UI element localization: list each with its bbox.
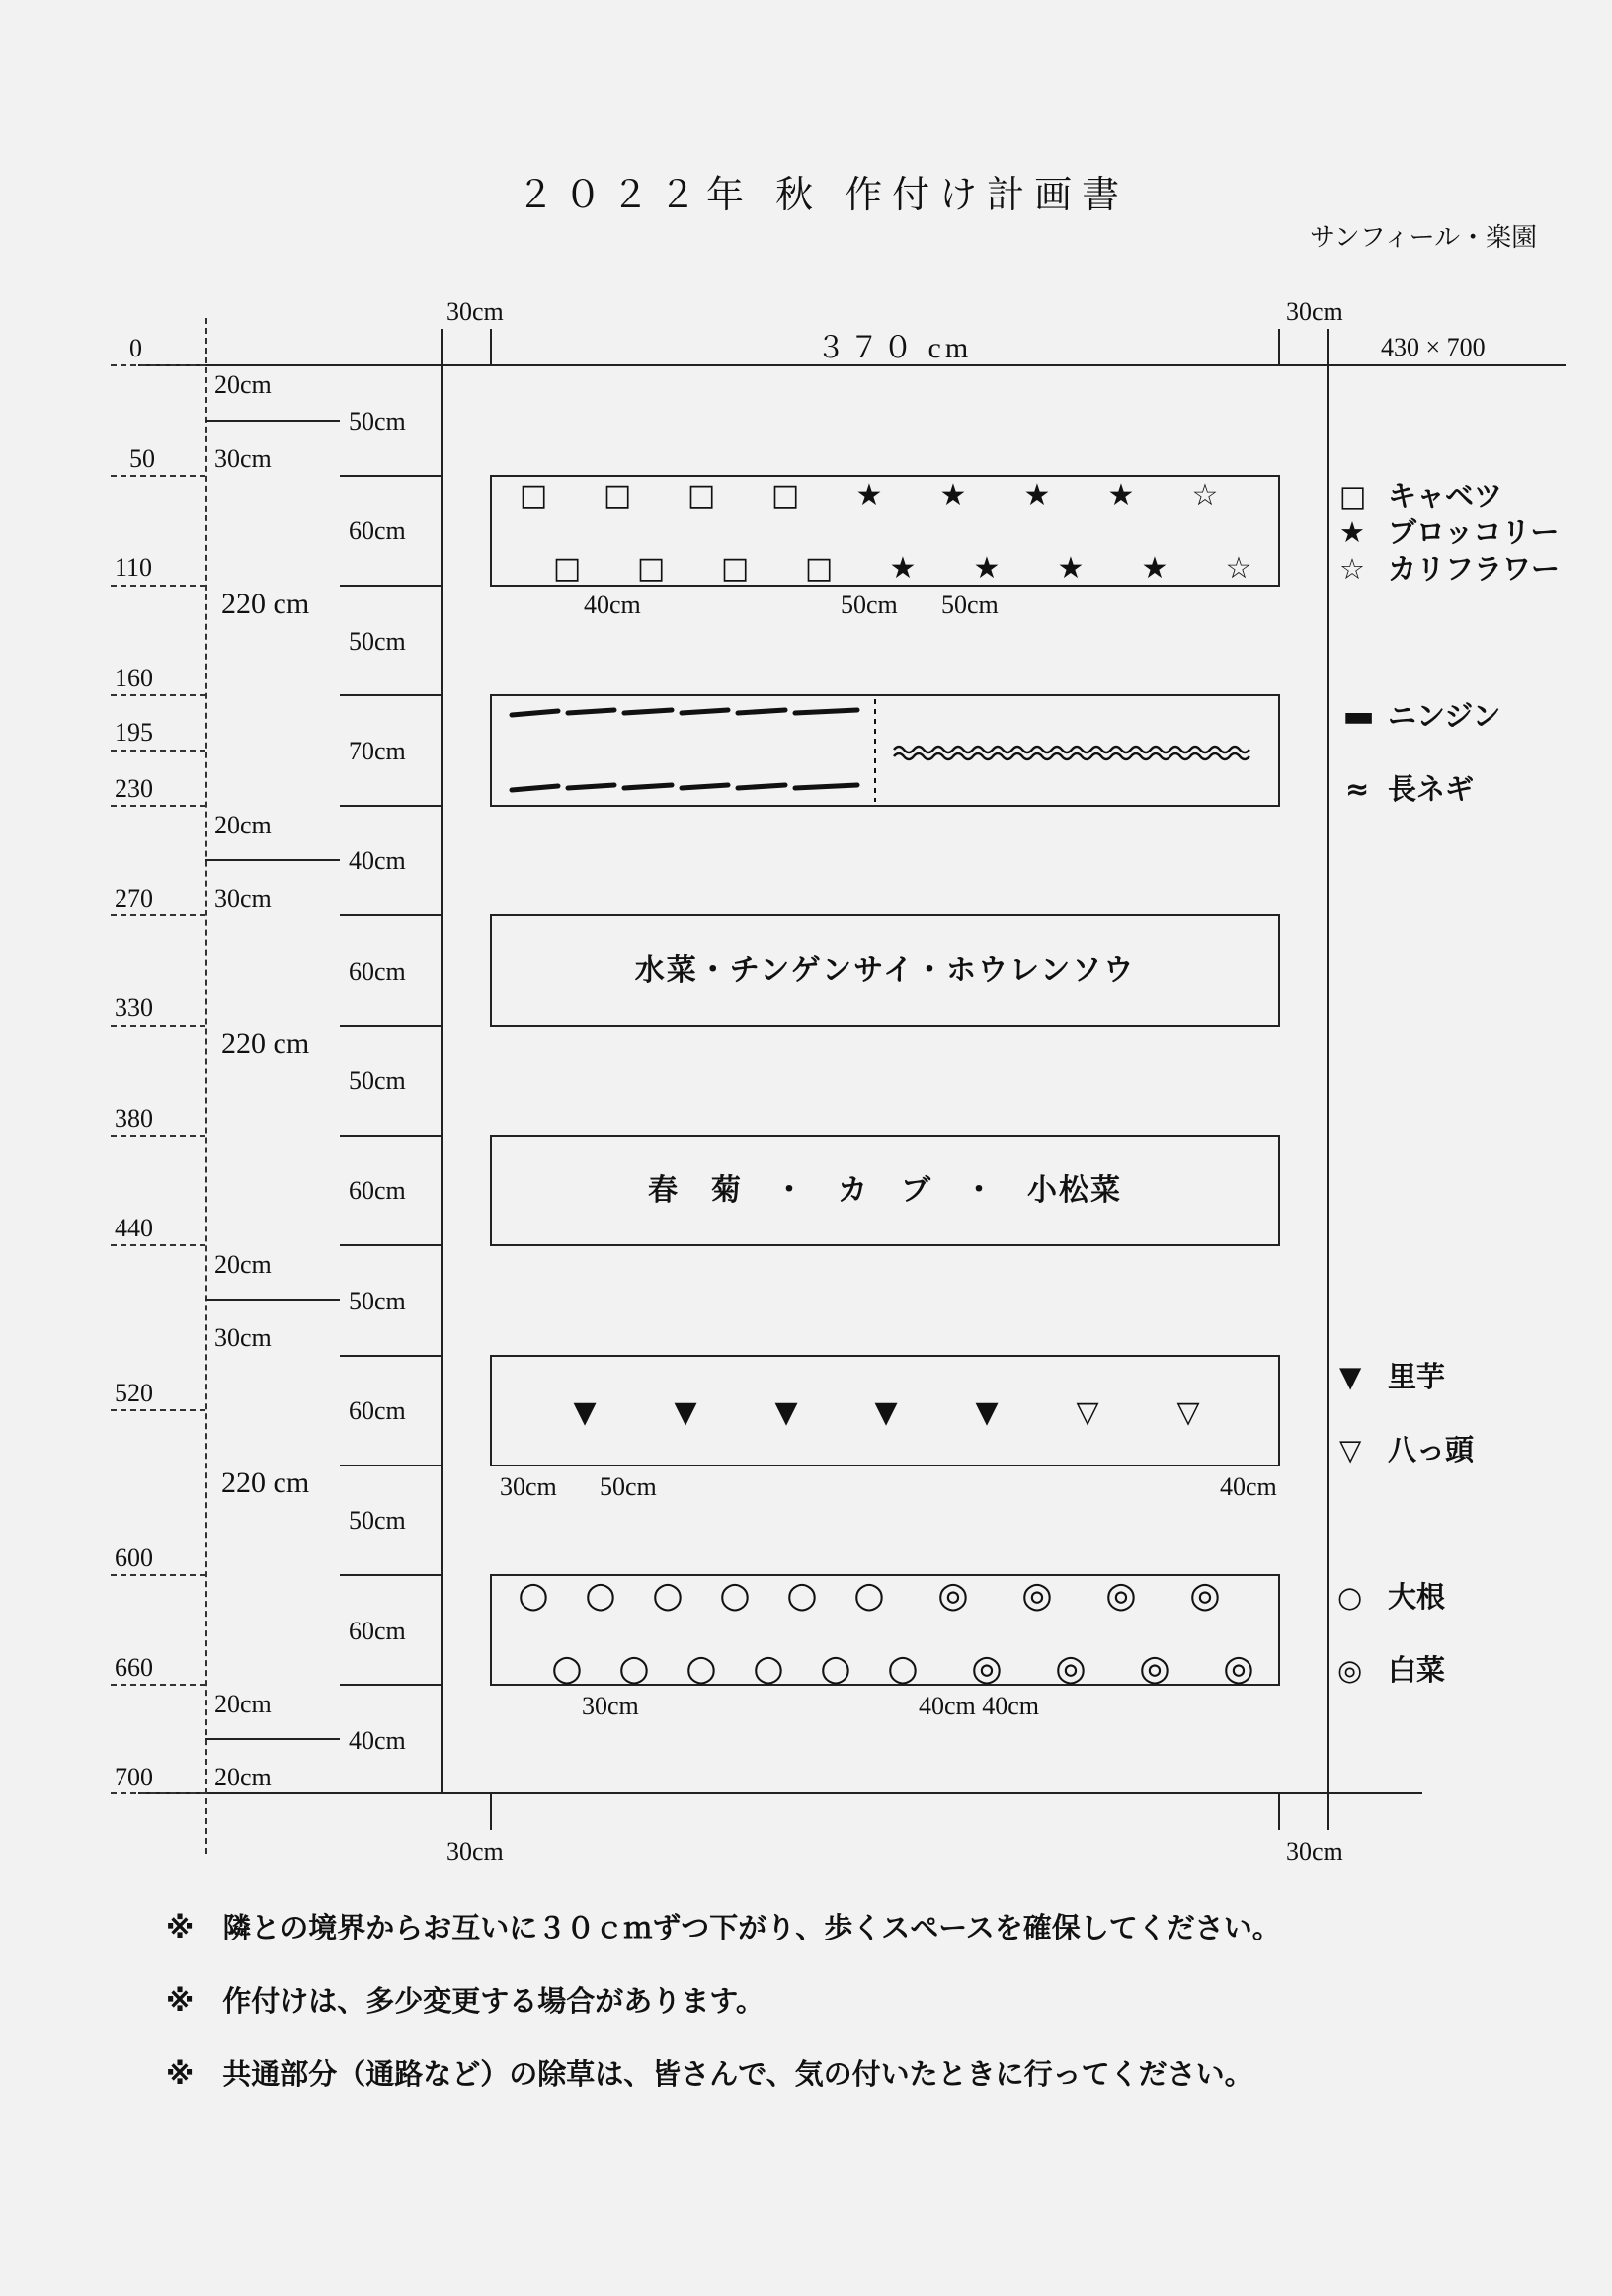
broccoli-marker: ★ <box>1057 551 1085 586</box>
ruler-mark: 270 <box>115 884 153 912</box>
cabbage-marker: □ <box>636 551 666 586</box>
organization-name: サンフィール・楽園 <box>1310 223 1538 253</box>
bed-5-spacing: 40cm <box>1220 1472 1277 1501</box>
gap-label: 30cm <box>214 444 272 473</box>
radish-marker: ○ <box>551 1648 583 1689</box>
taro-marker: ▼ <box>774 1395 798 1430</box>
plot-width-label: ３７０ cm <box>816 332 973 364</box>
legend-carrot: ニンジン <box>1388 699 1501 733</box>
gap-label: 60cm <box>349 1617 406 1645</box>
ruler-mark: 440 <box>115 1214 153 1242</box>
gap-label: 50cm <box>349 1067 406 1095</box>
radish-marker: ○ <box>652 1575 684 1616</box>
plot-size-label: 430 × 700 <box>1381 333 1486 361</box>
gap-label: 20cm <box>214 1690 272 1718</box>
gap-label: 20cm <box>214 1250 272 1279</box>
footnote: ※ 作付けは、多少変更する場合があります。 <box>166 1984 765 2018</box>
legend-radish: 大根 <box>1388 1580 1446 1614</box>
cabbage-marker: □ <box>770 478 800 513</box>
napa-cabbage-marker: ◎ <box>1223 1648 1254 1689</box>
gap-label: 70cm <box>349 737 406 765</box>
margin-top-right: 30cm <box>1286 297 1343 326</box>
yatsugashira-marker: ▽ <box>1176 1395 1200 1430</box>
cabbage-marker: □ <box>519 478 548 513</box>
radish-marker: ○ <box>585 1575 616 1616</box>
napa-cabbage-marker: ◎ <box>1055 1648 1087 1689</box>
ruler-mark: 600 <box>115 1544 153 1572</box>
section-depth-label: 220 cm <box>221 588 310 620</box>
radish-marker: ○ <box>820 1648 851 1689</box>
margin-bottom-left: 30cm <box>446 1837 504 1865</box>
bed-6-spacing: 30cm <box>582 1692 639 1720</box>
legend-symbol: ▽ <box>1339 1433 1362 1466</box>
ruler-mark: 700 <box>115 1763 153 1791</box>
bed-4-label: 春 菊 ・ カ ブ ・ 小松菜 <box>648 1173 1122 1208</box>
ruler-mark: 195 <box>115 718 153 747</box>
cabbage-marker: □ <box>720 551 750 586</box>
yatsugashira-marker: ▽ <box>1076 1395 1099 1430</box>
napa-cabbage-marker: ◎ <box>1105 1575 1137 1616</box>
radish-marker: ○ <box>753 1648 784 1689</box>
ruler-mark: 230 <box>115 774 153 803</box>
radish-marker: ○ <box>719 1575 751 1616</box>
margin-bottom-right: 30cm <box>1286 1837 1343 1865</box>
carrot-row <box>512 710 857 790</box>
legend-symbol: ≈ <box>1345 772 1370 806</box>
radish-marker: ○ <box>685 1648 717 1689</box>
gap-label: 20cm <box>214 370 272 399</box>
cabbage-marker: □ <box>686 478 716 513</box>
taro-marker: ▼ <box>975 1395 999 1430</box>
page-title: ２０２２年 秋 作付け計画書 <box>517 173 1130 216</box>
ruler-mark: 330 <box>115 993 153 1022</box>
napa-cabbage-marker: ◎ <box>971 1648 1003 1689</box>
gap-label: 20cm <box>214 1763 272 1791</box>
bed-1-spacing: 40cm <box>584 591 641 619</box>
bed-3-label: 水菜・チンゲンサイ・ホウレンソウ <box>634 953 1136 988</box>
radish-marker: ○ <box>518 1575 549 1616</box>
ruler-mark: 520 <box>115 1379 153 1407</box>
radish-marker: ○ <box>853 1575 885 1616</box>
leek-row <box>894 753 1249 759</box>
section-depth-label: 220 cm <box>221 1027 310 1060</box>
gap-label: 60cm <box>349 957 406 986</box>
ruler-mark: 160 <box>115 664 153 692</box>
ruler-mark: 660 <box>115 1653 153 1682</box>
gap-label: 30cm <box>214 884 272 912</box>
legend-symbol: ▬ <box>1342 699 1376 733</box>
legend-cabbage: キャベツ <box>1388 479 1503 513</box>
gap-label: 50cm <box>349 1287 406 1315</box>
ruler-mark: 110 <box>115 553 153 582</box>
gap-label: 50cm <box>349 627 406 656</box>
gap-label: 60cm <box>349 1396 406 1425</box>
legend-taro: 里芋 <box>1388 1360 1446 1393</box>
napa-cabbage-marker: ◎ <box>1021 1575 1053 1616</box>
bed-1-spacing: 50cm <box>941 591 999 619</box>
leek-row <box>894 747 1249 752</box>
cabbage-marker: □ <box>603 478 632 513</box>
bed-6-spacing: 40cm 40cm <box>919 1692 1040 1720</box>
broccoli-marker: ★ <box>1107 478 1135 513</box>
radish-marker: ○ <box>786 1575 818 1616</box>
broccoli-marker: ★ <box>1141 551 1169 586</box>
broccoli-marker: ★ <box>973 551 1001 586</box>
cabbage-marker: □ <box>804 551 834 586</box>
gap-label: 30cm <box>214 1323 272 1352</box>
margin-top-left: 30cm <box>446 297 504 326</box>
taro-marker: ▼ <box>573 1395 597 1430</box>
taro-marker: ▼ <box>674 1395 697 1430</box>
legend-broccoli: ブロッコリー <box>1388 515 1560 549</box>
broccoli-marker: ★ <box>889 551 917 586</box>
ruler-mark: 0 <box>129 334 142 362</box>
bed-5-spacing: 30cm <box>500 1472 557 1501</box>
ruler-mark: 50 <box>129 444 155 473</box>
gap-label: 50cm <box>349 1506 406 1535</box>
broccoli-marker: ★ <box>1023 478 1051 513</box>
legend-symbol: ☆ <box>1339 552 1365 586</box>
legend-symbol: ○ <box>1337 1580 1363 1614</box>
legend-symbol: ◎ <box>1337 1653 1363 1687</box>
legend-symbol: ▼ <box>1339 1360 1362 1393</box>
legend-symbol: □ <box>1339 479 1367 513</box>
bed-1-spacing: 50cm <box>841 591 898 619</box>
taro-marker: ▼ <box>874 1395 898 1430</box>
gap-label: 20cm <box>214 811 272 839</box>
cabbage-marker: □ <box>552 551 582 586</box>
cauliflower-marker: ☆ <box>1225 551 1252 586</box>
gap-label: 60cm <box>349 516 406 545</box>
napa-cabbage-marker: ◎ <box>1139 1648 1170 1689</box>
napa-cabbage-marker: ◎ <box>1189 1575 1221 1616</box>
napa-cabbage-marker: ◎ <box>937 1575 969 1616</box>
broccoli-marker: ★ <box>855 478 883 513</box>
ruler-mark: 380 <box>115 1104 153 1133</box>
legend-symbol: ★ <box>1339 515 1365 549</box>
gap-label: 60cm <box>349 1176 406 1205</box>
section-depth-label: 220 cm <box>221 1466 310 1499</box>
legend-cauliflower: カリフラワー <box>1388 552 1561 586</box>
footnote: ※ 隣との境界からお互いに３０ｃｍずつ下がり、歩くスペースを確保してください。 <box>166 1911 1281 1944</box>
footnote: ※ 共通部分（通路など）の除草は、皆さんで、気の付いたときに行ってください。 <box>166 2057 1253 2091</box>
broccoli-marker: ★ <box>939 478 967 513</box>
gap-label: 40cm <box>349 1726 406 1755</box>
legend-leek: 長ネギ <box>1388 772 1475 806</box>
gap-label: 50cm <box>349 407 406 435</box>
gap-label: 40cm <box>349 846 406 875</box>
cauliflower-marker: ☆ <box>1191 478 1219 513</box>
bed-5-spacing: 50cm <box>600 1472 657 1501</box>
radish-marker: ○ <box>887 1648 919 1689</box>
legend-yatsugashira: 八っ頭 <box>1388 1433 1475 1466</box>
radish-marker: ○ <box>618 1648 650 1689</box>
legend-napa-cabbage: 白菜 <box>1388 1653 1446 1687</box>
